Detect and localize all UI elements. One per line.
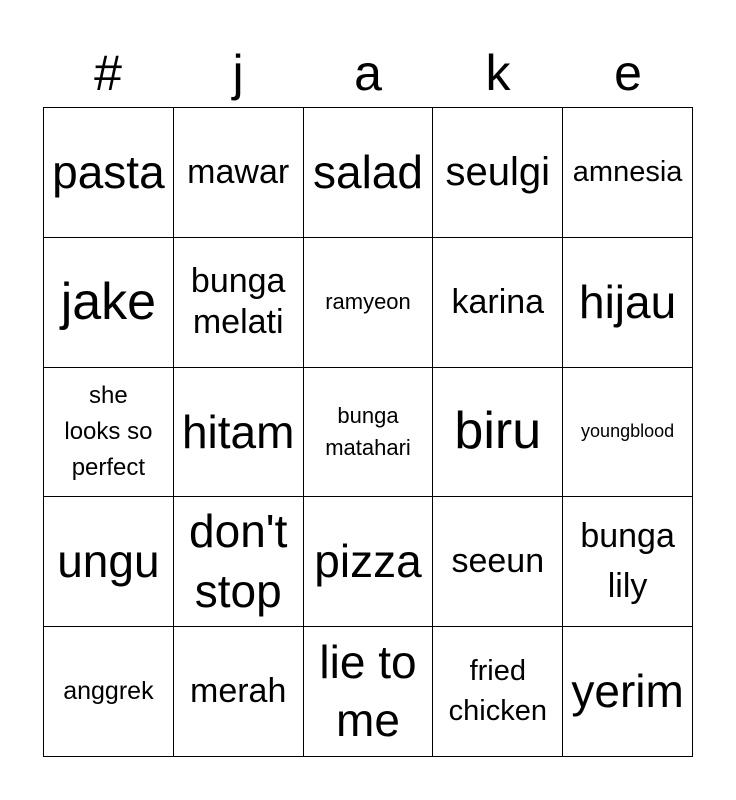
bingo-cell[interactable] [304, 108, 434, 238]
cell-label: salad [313, 145, 423, 198]
cell-label: youngblood [581, 421, 675, 442]
bingo-cell[interactable] [433, 108, 563, 238]
bingo-cell[interactable] [304, 368, 434, 498]
cell-label: bunga lily [580, 517, 675, 605]
cell-label: seeun [451, 542, 545, 581]
bingo-cell[interactable] [563, 108, 693, 238]
cell-label: seulgi [445, 150, 551, 195]
cell-label: she looks so perfect [64, 381, 153, 481]
cell-label: bunga matahari [325, 403, 411, 460]
bingo-cell[interactable] [174, 238, 304, 368]
bingo-cell[interactable] [563, 627, 693, 757]
cell-label: anggrek [63, 676, 154, 705]
bingo-cell[interactable] [433, 497, 563, 627]
cell-label: ungu [57, 535, 160, 588]
cell-label: ramyeon [325, 289, 411, 314]
cell-label: jake [60, 272, 157, 331]
cell-label: amnesia [572, 156, 683, 188]
cell-label: bunga melati [190, 262, 286, 342]
bingo-cell[interactable] [563, 368, 693, 498]
bingo-cell[interactable] [174, 368, 304, 498]
header-letter-1: # [94, 45, 122, 101]
cell-label: yerim [571, 665, 684, 718]
bingo-cell[interactable] [433, 368, 563, 498]
cell-label: merah [190, 672, 287, 711]
cell-label: mawar [187, 153, 290, 191]
bingo-cell[interactable] [174, 108, 304, 238]
header-letter-5: e [614, 45, 642, 101]
bingo-cell[interactable] [44, 368, 174, 498]
bingo-cell[interactable] [304, 238, 434, 368]
cell-label: pasta [52, 145, 165, 198]
cell-label: pizza [314, 535, 422, 588]
bingo-cell[interactable] [44, 108, 174, 238]
cell-label: biru [454, 402, 542, 461]
bingo-cell[interactable] [433, 627, 563, 757]
header-letter-3: a [354, 45, 382, 101]
bingo-cell[interactable] [174, 497, 304, 627]
bingo-cell[interactable] [304, 627, 434, 757]
header-letter-4: k [485, 45, 511, 101]
bingo-cell[interactable] [304, 497, 434, 627]
cell-label: hijau [578, 275, 677, 328]
bingo-cell[interactable] [44, 497, 174, 627]
cell-label: lie to me [319, 636, 417, 746]
cell-label: hitam [181, 405, 295, 458]
bingo-board [43, 107, 693, 757]
cell-label: don't stop [189, 504, 288, 617]
bingo-cell[interactable] [563, 497, 693, 627]
header-letter-2: j [232, 45, 244, 101]
cell-label: fried chicken [448, 655, 547, 727]
bingo-cell[interactable] [44, 238, 174, 368]
bingo-header [43, 40, 693, 106]
bingo-cell[interactable] [44, 627, 174, 757]
bingo-cell[interactable] [433, 238, 563, 368]
cell-label: karina [451, 282, 545, 321]
bingo-cell[interactable] [174, 627, 304, 757]
bingo-cell[interactable] [563, 238, 693, 368]
